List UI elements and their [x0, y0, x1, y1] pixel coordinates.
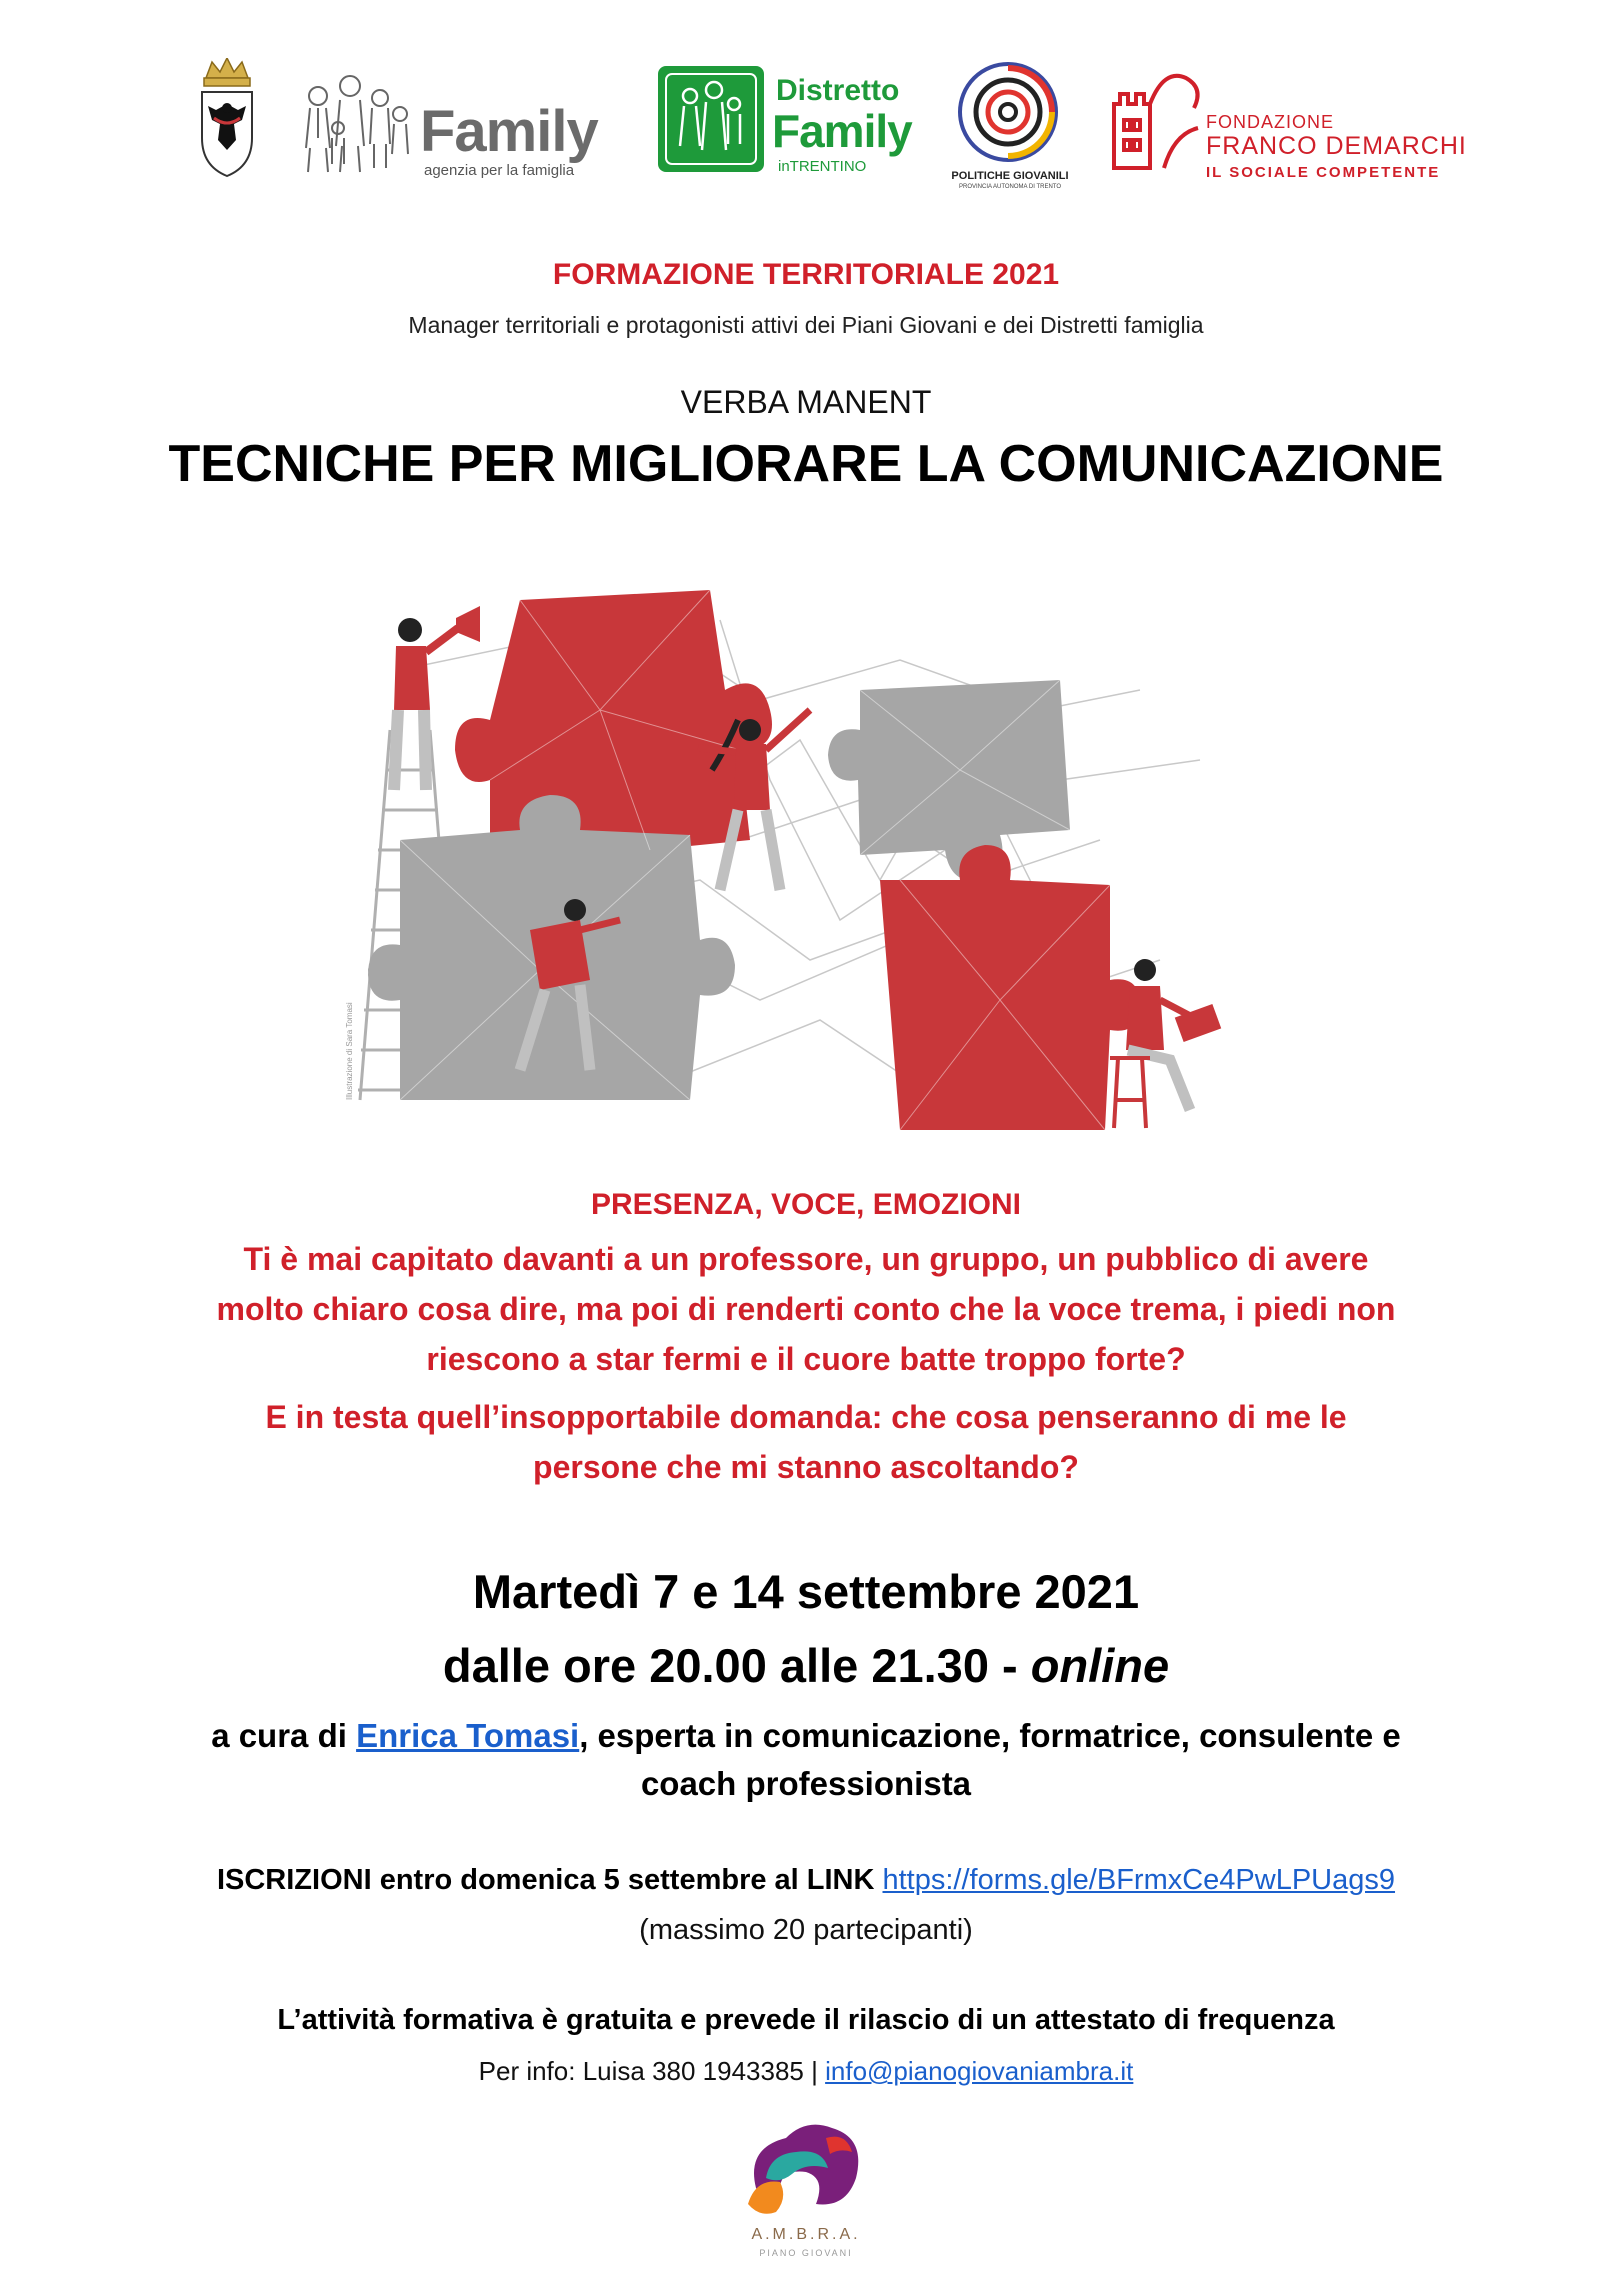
intro-p1-line3: riescono a star fermi e il cuore batte troppo forte?	[426, 1341, 1186, 1377]
family-agency-wordmark: Family	[420, 99, 598, 164]
contact-prefix: Per info: Luisa 380 1943385 |	[478, 2056, 826, 2086]
program-title: FORMAZIONE TERRITORIALE 2021	[552, 258, 1060, 291]
intro-p2-line2: persone che mi stanno ascoltando?	[533, 1449, 1079, 1485]
trainer-line	[0, 1712, 1612, 1808]
trainer-prefix: a cura di	[211, 1717, 357, 1754]
free-course-note: L’attività formativa è gratuita e prevede il rilascio di un attestato di frequenza	[277, 2004, 1335, 2036]
fondazione-demarchi-tower-logo	[1104, 64, 1214, 176]
event-time	[0, 1638, 1612, 1693]
registration-prefix: ISCRIZIONI entro domenica 5 settembre al LINK	[216, 1864, 883, 1896]
politiche-giovanili-spiral-logo	[956, 60, 1060, 164]
event-time-range: dalle ore 20.00 alle 21.30 -	[442, 1639, 1031, 1692]
distretto-family-green-badge	[658, 66, 764, 172]
registration-line	[0, 1864, 1612, 1897]
distretto-family-label: Family	[772, 105, 912, 157]
ambra-name: A.M.B.R.A.	[751, 2226, 861, 2243]
event-mode: online	[1030, 1639, 1170, 1692]
contact-email-link[interactable]: info@pianogiovaniambra.it	[825, 2056, 1134, 2086]
politiche-provincia-label: PROVINCIA AUTONOMA DI TRENTO	[958, 184, 1062, 190]
distretto-family-figures-icon	[658, 66, 764, 172]
trainer-name-link[interactable]: Enrica Tomasi	[356, 1717, 580, 1754]
trainer-line-1	[0, 1712, 1612, 1760]
trainer-line-2: coach professionista	[640, 1765, 972, 1802]
event-dates: Martedì 7 e 14 settembre 2021	[472, 1565, 1140, 1618]
contact-info	[0, 2056, 1612, 2087]
page-title: TECNICHE PER MIGLIORARE LA COMUNICAZIONE	[168, 435, 1444, 493]
distretto-label: Distretto	[776, 74, 900, 107]
intro-p1-line2: molto chiaro cosa dire, ma poi di renderti conto che la voce trema, i piedi non	[216, 1291, 1396, 1327]
ambra-logo	[736, 2108, 876, 2228]
fondazione-label: FONDAZIONE	[1206, 112, 1335, 132]
family-agency-subtitle: agenzia per la famiglia	[424, 162, 575, 179]
distretto-trentino-label: inTRENTINO	[778, 158, 867, 175]
sociale-competente-label: IL SOCIALE COMPETENTE	[1206, 164, 1441, 181]
illustration-credit: Illustrazione di Sara Tomasi	[345, 1002, 354, 1100]
registration-limit: (massimo 20 partecipanti)	[639, 1914, 973, 1946]
intro-heading: PRESENZA, VOCE, EMOZIONI	[590, 1188, 1022, 1221]
intro-p1-line1: Ti è mai capitato davanti a un professore, un gruppo, un pubblico di avere	[243, 1241, 1369, 1277]
intro-paragraph-2	[0, 1392, 1612, 1492]
trainer-description: , esperta in comunicazione, formatrice, consulente e	[579, 1717, 1401, 1754]
registration-link[interactable]: https://forms.gle/BFrmxCe4PwLPUags9	[882, 1864, 1396, 1896]
audience-subtitle: Manager territoriali e protagonisti attivi dei Piani Giovani e dei Distretti famiglia	[408, 312, 1204, 338]
ambra-subtitle: PIANO GIOVANI	[759, 2248, 853, 2258]
gray-puzzle-piece-right	[828, 680, 1070, 881]
puzzle-teamwork-illustration	[340, 580, 1280, 1140]
trentino-coat-of-arms-logo	[196, 58, 258, 180]
intro-paragraph-1	[0, 1234, 1612, 1384]
politiche-giovanili-label: POLITICHE GIOVANILI	[951, 170, 1069, 182]
kicker: VERBA MANENT	[680, 384, 932, 420]
family-figures-icon	[296, 68, 416, 178]
intro-p2-line1: E in testa quell’insopportabile domanda: che cosa penseranno di me le	[265, 1399, 1347, 1435]
franco-demarchi-label: FRANCO DEMARCHI	[1206, 132, 1467, 160]
logo-row	[0, 50, 1612, 200]
red-puzzle-piece-bottom	[880, 845, 1140, 1130]
